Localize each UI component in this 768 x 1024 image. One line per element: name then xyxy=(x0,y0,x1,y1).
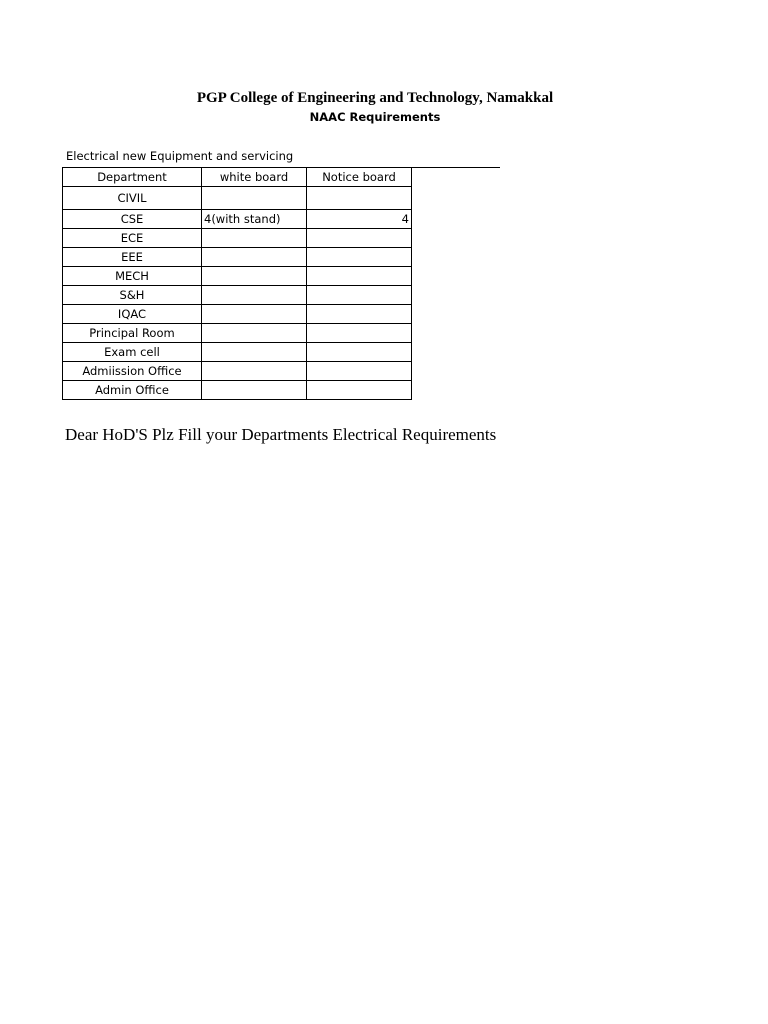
table-row xyxy=(63,267,412,286)
department-cell: EEE xyxy=(63,248,202,267)
department-cell: Exam cell xyxy=(63,343,202,362)
white-board-cell: 4(with stand) xyxy=(202,210,307,229)
department-cell: Principal Room xyxy=(63,324,202,343)
department-cell: Admin Office xyxy=(63,381,202,400)
table-row xyxy=(63,286,412,305)
table-row xyxy=(63,229,412,248)
white-board-cell xyxy=(202,229,307,248)
request-note: Dear HoD'S Plz Fill your Departments Electrical Requirements xyxy=(65,425,497,444)
department-cell: Admiission Office xyxy=(63,362,202,381)
notice-board-cell xyxy=(307,267,412,286)
notice-board-cell xyxy=(307,187,412,210)
table-caption: Electrical new Equipment and servicing xyxy=(66,149,294,163)
white-board-cell xyxy=(202,381,307,400)
notice-board-cell xyxy=(307,286,412,305)
department-cell: MECH xyxy=(63,267,202,286)
notice-board-cell xyxy=(307,248,412,267)
white-board-cell xyxy=(202,362,307,381)
white-board-cell xyxy=(202,267,307,286)
department-cell: CIVIL xyxy=(63,187,202,210)
white-board-cell xyxy=(202,324,307,343)
notice-board-cell: 4 xyxy=(307,210,412,229)
notice-board-cell xyxy=(307,362,412,381)
notice-board-cell xyxy=(307,381,412,400)
white-board-cell xyxy=(202,187,307,210)
department-cell: CSE xyxy=(63,210,202,229)
table-row xyxy=(63,381,412,400)
caption-underline xyxy=(409,167,500,168)
white-board-cell xyxy=(202,286,307,305)
requirements-table xyxy=(62,167,412,400)
department-cell: IQAC xyxy=(63,305,202,324)
table-row xyxy=(63,343,412,362)
notice-board-cell xyxy=(307,305,412,324)
table-row xyxy=(63,210,412,229)
table-row xyxy=(63,248,412,267)
table-row xyxy=(63,187,412,210)
table-row xyxy=(63,362,412,381)
department-cell: S&H xyxy=(63,286,202,305)
column-header-notice-board: Notice board xyxy=(307,168,412,187)
column-header-department: Department xyxy=(63,168,202,187)
document-subtitle: NAAC Requirements xyxy=(309,110,441,124)
department-cell: ECE xyxy=(63,229,202,248)
notice-board-cell xyxy=(307,229,412,248)
table-row xyxy=(63,324,412,343)
table-header-row xyxy=(63,168,412,187)
notice-board-cell xyxy=(307,324,412,343)
column-header-white-board: white board xyxy=(202,168,307,187)
document-title: PGP College of Engineering and Technology, Namakkal xyxy=(196,90,554,106)
white-board-cell xyxy=(202,343,307,362)
white-board-cell xyxy=(202,248,307,267)
white-board-cell xyxy=(202,305,307,324)
table-row xyxy=(63,305,412,324)
notice-board-cell xyxy=(307,343,412,362)
